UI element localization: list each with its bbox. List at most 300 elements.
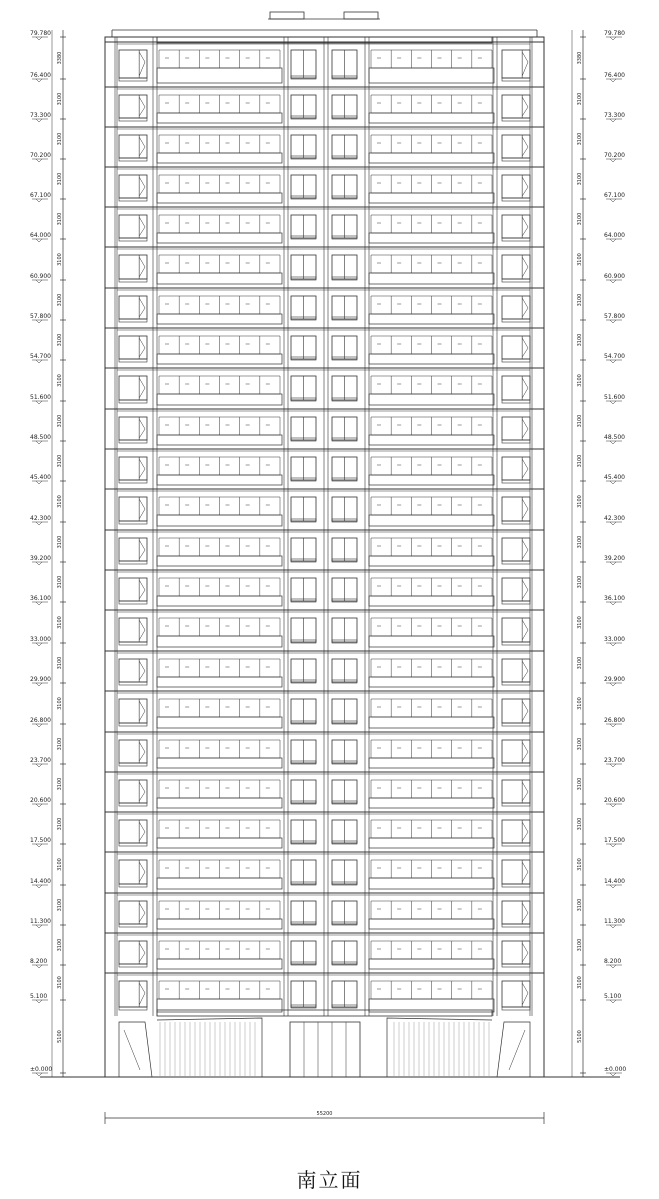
level-label: 5.100 xyxy=(604,993,622,1000)
corner-window-sill xyxy=(119,924,147,927)
corner-window-left xyxy=(119,659,147,682)
corner-window-opening xyxy=(139,388,145,398)
balcony-left xyxy=(157,618,282,647)
level-triangle xyxy=(606,804,622,807)
corner-window-sill xyxy=(502,400,530,403)
level-triangle xyxy=(606,925,622,928)
corner-window-right xyxy=(502,941,530,964)
floor-dimension: 3100 xyxy=(57,454,63,468)
floor-dimension: 3100 xyxy=(57,132,63,146)
floor-dimension: 3100 xyxy=(57,212,63,226)
corner-window-sill xyxy=(502,601,530,604)
corner-window-opening xyxy=(522,499,528,509)
corner-window-opening xyxy=(139,308,145,317)
level-label: 20.600 xyxy=(30,797,51,804)
balcony-left xyxy=(157,981,282,1012)
level-triangle xyxy=(606,360,622,363)
corner-window-opening xyxy=(139,701,145,711)
corner-window-opening xyxy=(139,903,145,913)
level-label: 67.100 xyxy=(604,192,625,199)
corner-window-opening xyxy=(139,742,145,752)
level-label: 17.500 xyxy=(604,837,625,844)
level-label: 14.400 xyxy=(30,878,51,885)
corner-window-opening xyxy=(522,187,528,196)
floor-dimension: 3100 xyxy=(57,656,63,670)
corner-window-sill xyxy=(502,480,530,483)
overall-dimension-line xyxy=(105,1111,544,1124)
corner-window-right xyxy=(502,780,530,803)
drawing-title: 南立面 xyxy=(296,1168,363,1192)
level-label: 39.200 xyxy=(604,555,625,562)
corner-window-opening xyxy=(522,227,528,236)
corner-window-opening xyxy=(139,943,145,953)
level-label: 48.500 xyxy=(30,434,51,441)
corner-window-opening xyxy=(139,509,145,519)
corner-window-sill xyxy=(119,803,147,806)
level-triangle xyxy=(606,643,622,646)
corner-window-right xyxy=(502,376,530,400)
corner-window-opening xyxy=(522,147,528,156)
corner-window-opening xyxy=(139,752,145,761)
level-label: 39.200 xyxy=(30,555,51,562)
floor-3 xyxy=(105,127,544,163)
balcony-right xyxy=(369,215,494,243)
level-triangle xyxy=(32,724,48,727)
floor-dimension: 3100 xyxy=(57,616,63,629)
corner-window-right xyxy=(502,50,530,78)
level-triangle xyxy=(32,280,48,283)
level-triangle xyxy=(606,280,622,283)
balcony-rail-panel xyxy=(369,878,494,889)
floor-16 xyxy=(105,651,544,687)
corner-window-sill xyxy=(119,440,147,443)
corner-window-opening xyxy=(522,953,528,962)
level-triangle xyxy=(606,199,622,202)
balcony-right xyxy=(369,780,494,808)
corner-window-opening xyxy=(522,862,528,872)
level-triangle xyxy=(606,37,622,40)
corner-window-opening xyxy=(139,227,145,236)
corner-window-sill xyxy=(119,601,147,604)
level-label: 64.000 xyxy=(604,232,625,239)
corner-window-opening xyxy=(139,993,145,1005)
floor-dimension: 3380 xyxy=(57,51,63,65)
level-triangle xyxy=(32,804,48,807)
corner-window-opening xyxy=(522,590,528,599)
floor-dimension: 3100 xyxy=(57,172,63,186)
corner-window-opening xyxy=(139,147,145,156)
balcony-right xyxy=(369,417,494,445)
corner-window-opening xyxy=(139,550,145,559)
balcony-rail-panel xyxy=(369,68,494,83)
corner-window-opening xyxy=(522,97,528,107)
level-label: 64.000 xyxy=(30,232,51,239)
corner-window-opening xyxy=(139,671,145,680)
level-triangle xyxy=(32,401,48,404)
balcony-rail-panel xyxy=(157,354,282,364)
level-triangle xyxy=(32,239,48,242)
balcony-rail-panel xyxy=(369,677,494,687)
corner-window-sill xyxy=(502,319,530,322)
level-label: 29.900 xyxy=(30,676,51,683)
level-label: 60.900 xyxy=(604,273,625,280)
corner-window-sill xyxy=(502,359,530,362)
corner-window-opening xyxy=(139,187,145,196)
floor-11 xyxy=(105,449,544,485)
level-label: 17.500 xyxy=(30,837,51,844)
balcony-left xyxy=(157,296,282,324)
roof-tank-left xyxy=(270,12,304,19)
level-label: 26.800 xyxy=(604,717,625,724)
corner-window-sill xyxy=(119,884,147,887)
corner-window-opening xyxy=(522,509,528,519)
corner-window-opening xyxy=(139,711,145,721)
corner-window-sill xyxy=(119,964,147,967)
corner-window-right xyxy=(502,336,530,359)
balcony-right xyxy=(369,336,494,364)
corner-window-opening xyxy=(522,550,528,559)
corner-window-sill xyxy=(119,480,147,483)
corner-window-opening xyxy=(522,580,528,590)
floor-dimension: 3100 xyxy=(57,697,63,710)
corner-window-opening xyxy=(522,338,528,348)
balcony-left xyxy=(157,50,282,83)
corner-window-sill xyxy=(119,561,147,564)
balcony-rail-panel xyxy=(157,435,282,445)
corner-window-sill xyxy=(502,1007,530,1010)
corner-window-sill xyxy=(502,723,530,726)
corner-window-sill xyxy=(502,924,530,927)
balcony-rail-panel xyxy=(157,596,282,606)
balcony-rail-panel xyxy=(157,273,282,284)
floor-dimension: 3100 xyxy=(577,253,583,266)
level-label: 73.300 xyxy=(30,112,51,119)
corner-window-right xyxy=(502,659,530,682)
corner-window-left xyxy=(119,860,147,884)
corner-window-opening xyxy=(139,459,145,469)
corner-window-opening xyxy=(522,832,528,841)
balcony-left xyxy=(157,135,282,163)
corner-window-opening xyxy=(522,419,528,429)
floor-dimension: 3100 xyxy=(57,535,63,549)
level-label: 45.400 xyxy=(604,474,625,481)
balcony-rail-panel xyxy=(157,959,282,969)
balcony-right xyxy=(369,255,494,284)
balcony-left xyxy=(157,255,282,284)
level-triangle xyxy=(32,1073,48,1076)
corner-window-left xyxy=(119,95,147,118)
floor-8 xyxy=(105,328,544,364)
level-label: 5.100 xyxy=(30,993,48,1000)
level-triangle xyxy=(32,844,48,847)
corner-window-sill xyxy=(119,763,147,766)
level-triangle xyxy=(606,844,622,847)
level-triangle xyxy=(32,925,48,928)
level-label: 36.100 xyxy=(30,595,51,602)
balcony-rail-panel xyxy=(157,515,282,526)
corner-window-right xyxy=(502,981,530,1007)
floor-6 xyxy=(105,247,544,284)
level-triangle xyxy=(606,79,622,82)
corner-window-opening xyxy=(139,822,145,832)
balcony-rail-panel xyxy=(157,717,282,728)
level-triangle xyxy=(606,239,622,242)
corner-window-left xyxy=(119,497,147,521)
corner-window-opening xyxy=(522,620,528,630)
balcony-right xyxy=(369,618,494,647)
balcony-rail-panel xyxy=(157,394,282,405)
corner-window-opening xyxy=(139,298,145,308)
level-triangle xyxy=(32,764,48,767)
corner-window-sill xyxy=(502,642,530,645)
balcony-right xyxy=(369,175,494,203)
level-triangle xyxy=(32,602,48,605)
canopy-edge xyxy=(157,1018,492,1077)
corner-window-opening xyxy=(522,752,528,761)
corner-window-opening xyxy=(139,540,145,550)
level-triangle xyxy=(32,320,48,323)
corner-window-opening xyxy=(522,742,528,752)
balcony-rail-panel xyxy=(369,636,494,647)
balcony-right xyxy=(369,901,494,929)
balcony-rail-panel xyxy=(157,798,282,808)
balcony-rail-panel xyxy=(369,475,494,485)
floor-dimension: 3100 xyxy=(577,737,583,751)
balcony-right xyxy=(369,296,494,324)
corner-window-sill xyxy=(119,1007,147,1010)
floor-9 xyxy=(105,368,544,405)
corner-window-right xyxy=(502,457,530,480)
corner-window-opening xyxy=(139,137,145,147)
floor-2 xyxy=(105,87,544,123)
corner-window-opening xyxy=(139,983,145,993)
level-label: 79.780 xyxy=(604,30,625,37)
corner-window-opening xyxy=(139,872,145,882)
balcony-right xyxy=(369,659,494,687)
corner-window-right xyxy=(502,215,530,238)
level-label: 8.200 xyxy=(30,958,48,965)
balcony-rail-panel xyxy=(157,113,282,123)
balcony-left xyxy=(157,941,282,969)
balcony-right xyxy=(369,820,494,848)
floor-dimension: 3100 xyxy=(577,656,583,670)
balcony-rail-panel xyxy=(157,919,282,929)
building-outline xyxy=(40,12,620,1077)
floor-dimension: 3100 xyxy=(577,132,583,146)
floor-dimension: 3100 xyxy=(57,777,63,791)
level-label: 14.400 xyxy=(604,878,625,885)
corner-window-left xyxy=(119,296,147,319)
balcony-rail-panel xyxy=(157,677,282,687)
balcony-rail-panel xyxy=(369,153,494,163)
corner-window-opening xyxy=(139,107,145,116)
balcony-left xyxy=(157,699,282,728)
balcony-rail-panel xyxy=(369,556,494,566)
balcony-left xyxy=(157,215,282,243)
corner-window-opening xyxy=(522,630,528,640)
floor-bands xyxy=(105,42,544,1012)
corner-window-sill xyxy=(502,964,530,967)
floor-dimension: 3100 xyxy=(577,92,583,106)
floor-dimension: 3100 xyxy=(57,333,63,347)
floor-10 xyxy=(105,409,544,445)
level-triangle xyxy=(32,885,48,888)
corner-window-opening xyxy=(522,348,528,357)
level-label: 42.300 xyxy=(604,515,625,522)
corner-window-sill xyxy=(119,843,147,846)
floor-dimension: 3100 xyxy=(57,293,63,307)
canopy-top xyxy=(157,1010,492,1016)
level-triangle xyxy=(32,159,48,162)
level-label: ±0.000 xyxy=(604,1066,627,1073)
balcony-right xyxy=(369,941,494,969)
balcony-left xyxy=(157,417,282,445)
corner-window-opening xyxy=(139,782,145,792)
balcony-rail-panel xyxy=(369,314,494,324)
level-triangle xyxy=(32,441,48,444)
floor-dimension: 3100 xyxy=(577,817,583,831)
balcony-right xyxy=(369,457,494,485)
floor-22 xyxy=(105,893,544,929)
corner-window-right xyxy=(502,901,530,924)
balcony-left xyxy=(157,95,282,123)
floor-24 xyxy=(105,973,544,1012)
level-label: 70.200 xyxy=(30,152,51,159)
level-label: 36.100 xyxy=(604,595,625,602)
corner-window-sill xyxy=(502,682,530,685)
corner-window-right xyxy=(502,618,530,642)
corner-window-sill xyxy=(502,763,530,766)
level-label: ±0.000 xyxy=(30,1066,53,1073)
level-triangle xyxy=(606,522,622,525)
floor-dimension: 3100 xyxy=(577,898,583,912)
balcony-right xyxy=(369,578,494,606)
corner-window-left xyxy=(119,941,147,964)
level-label: 45.400 xyxy=(30,474,51,481)
balcony-rail-panel xyxy=(157,153,282,163)
corner-window-opening xyxy=(139,620,145,630)
corner-window-right xyxy=(502,95,530,118)
balcony-rail-panel xyxy=(369,758,494,768)
balcony-rail-panel xyxy=(369,798,494,808)
balcony-rail-panel xyxy=(157,475,282,485)
floor-dimension: 3100 xyxy=(577,374,583,387)
corner-window-opening xyxy=(522,137,528,147)
corner-window-left xyxy=(119,780,147,803)
corner-window-opening xyxy=(522,107,528,116)
level-triangle xyxy=(32,119,48,122)
level-label: 67.100 xyxy=(30,192,51,199)
corner-window-opening xyxy=(139,177,145,187)
level-triangle xyxy=(606,764,622,767)
balcony-rail-panel xyxy=(369,959,494,969)
corner-window-sill xyxy=(502,884,530,887)
corner-window-right xyxy=(502,578,530,601)
corner-window-sill xyxy=(119,279,147,282)
corner-window-sill xyxy=(502,561,530,564)
balcony-rail-panel xyxy=(157,314,282,324)
corner-window-opening xyxy=(522,701,528,711)
level-label: 76.400 xyxy=(30,72,51,79)
level-triangle xyxy=(606,724,622,727)
level-label: 54.700 xyxy=(30,353,51,360)
ground-wall-right-diag xyxy=(509,1030,525,1070)
corner-window-opening xyxy=(139,661,145,671)
balcony-right xyxy=(369,376,494,405)
balcony-left xyxy=(157,740,282,768)
level-label: 29.900 xyxy=(604,676,625,683)
corner-window-sill xyxy=(119,319,147,322)
floor-13 xyxy=(105,530,544,566)
corner-window-sill xyxy=(502,158,530,161)
corner-window-opening xyxy=(522,459,528,469)
roof-tank-right xyxy=(344,12,378,19)
corner-window-opening xyxy=(522,217,528,227)
balcony-left xyxy=(157,457,282,485)
level-label: 76.400 xyxy=(604,72,625,79)
level-triangle xyxy=(606,965,622,968)
balcony-right xyxy=(369,95,494,123)
corner-window-opening xyxy=(522,913,528,922)
level-triangle xyxy=(32,79,48,82)
balcony-right xyxy=(369,538,494,566)
corner-window-opening xyxy=(522,378,528,388)
level-triangle xyxy=(606,320,622,323)
level-label: 57.800 xyxy=(30,313,51,320)
floor-dimension: 3100 xyxy=(57,495,63,508)
level-triangle xyxy=(32,360,48,363)
corner-window-left xyxy=(119,699,147,723)
floor-dimension: 3100 xyxy=(577,293,583,307)
corner-window-sill xyxy=(119,359,147,362)
corner-window-sill xyxy=(119,198,147,201)
corner-window-left xyxy=(119,740,147,763)
corner-window-sill xyxy=(502,279,530,282)
floor-dimension: 3100 xyxy=(577,697,583,710)
balcony-rail-panel xyxy=(369,354,494,364)
corner-window-right xyxy=(502,175,530,198)
balcony-rail-panel xyxy=(369,919,494,929)
corner-window-sill xyxy=(502,521,530,524)
floor-4 xyxy=(105,167,544,203)
corner-window-opening xyxy=(139,97,145,107)
floor-21 xyxy=(105,852,544,889)
level-label: 8.200 xyxy=(604,958,622,965)
floor-dimension: 3100 xyxy=(57,414,63,428)
level-triangle xyxy=(606,1000,622,1003)
floor-dimension: 3100 xyxy=(577,938,583,952)
balcony-left xyxy=(157,901,282,929)
corner-window-opening xyxy=(522,62,528,76)
balcony-rail-panel xyxy=(157,878,282,889)
balcony-left xyxy=(157,336,282,364)
floor-dimension: 3100 xyxy=(577,212,583,226)
balcony-rail-panel xyxy=(157,838,282,848)
level-label: 26.800 xyxy=(30,717,51,724)
corner-window-sill xyxy=(119,723,147,726)
level-label: 33.000 xyxy=(604,636,625,643)
corner-window-opening xyxy=(139,630,145,640)
floor-dimension: 3100 xyxy=(577,172,583,186)
corner-window-left xyxy=(119,820,147,843)
lobby-entrance xyxy=(290,1022,360,1077)
corner-window-opening xyxy=(522,177,528,187)
balcony-left xyxy=(157,376,282,405)
corner-window-opening xyxy=(139,913,145,922)
level-label: 51.600 xyxy=(30,394,51,401)
right-level-markers xyxy=(572,30,626,1077)
balcony-rail-panel xyxy=(369,596,494,606)
